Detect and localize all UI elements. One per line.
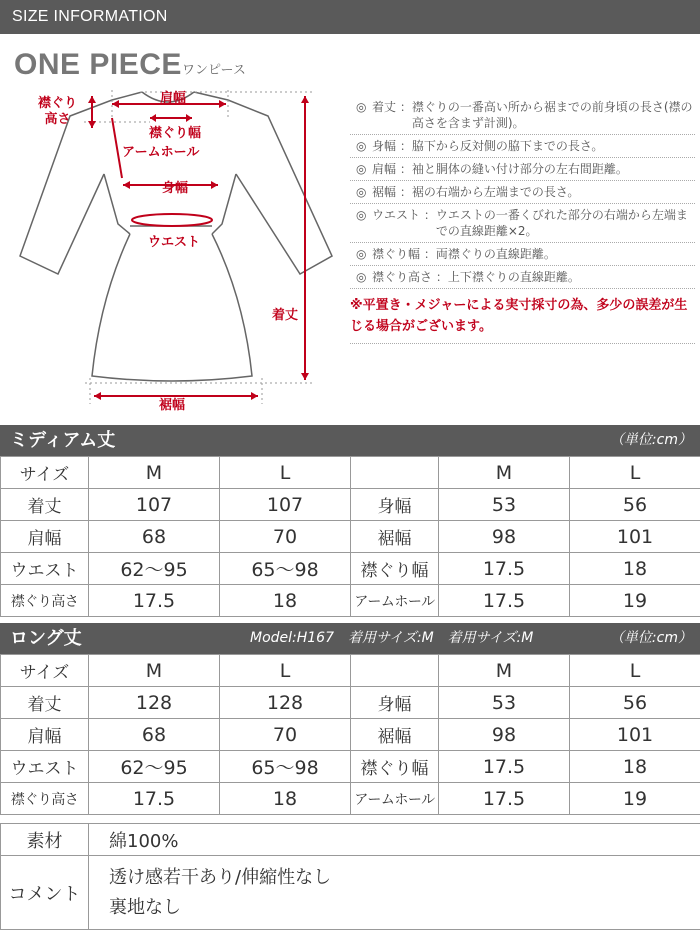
note-item: ◎ 身幅 ： 脇下から反対側の脇下までの長さ。 [350, 135, 695, 158]
section-header-long [0, 623, 700, 654]
comment-line: 透け感若干あり/伸縮性なし [109, 866, 332, 888]
note-item: ◎ ウエスト ： ウエストの一番くびれた部分の右端から左端までの直線距離×2。 [350, 204, 695, 243]
comment-value [89, 856, 700, 930]
label-collar-width: 襟ぐり幅 [149, 126, 202, 141]
unit-label: （単位:cm） [609, 432, 692, 448]
label-armhole: アームホール [122, 145, 200, 160]
table-row: サイズ M L M L [1, 655, 700, 687]
label-body-width: 身幅 [162, 181, 189, 196]
note-item: ◎ 着丈 ： 襟ぐりの一番高い所から裾までの前身頃の長さ(襟の高さを含まず計測)。 [350, 96, 695, 135]
note-item: ◎ 肩幅 ： 袖と胴体の縫い付け部分の左右間距離。 [350, 158, 695, 181]
table-row: 襟ぐり高さ 17.5 18 アームホール 17.5 19 [1, 585, 700, 617]
label-shoulder-width: 肩幅 [160, 91, 187, 106]
model-info: Model:H167 着用サイズ:M 着用サイズ:M [250, 630, 534, 646]
note-item: ◎ 襟ぐり幅 ： 両襟ぐりの直線距離。 [350, 243, 695, 266]
note-item: ◎ 襟ぐり高さ ： 上下襟ぐりの直線距離。 [350, 266, 695, 289]
size-table-medium [0, 456, 700, 617]
measurement-notes [350, 96, 695, 344]
table-row: 肩幅 68 70 裾幅 98 101 [1, 521, 700, 553]
section-title: ミディアム丈 [10, 430, 116, 451]
label-collar-height: 襟ぐり 高さ [38, 96, 78, 127]
material-value: 綿100% [89, 824, 700, 856]
label-waist: ウエスト [148, 235, 201, 250]
table-row [1, 824, 700, 856]
label-hem-width: 裾幅 [159, 398, 186, 413]
table-row: サイズ M L M L [1, 457, 700, 489]
table-row: 着丈 128 128 身幅 53 56 [1, 687, 700, 719]
table-row: 襟ぐり高さ 17.5 18 アームホール 17.5 19 [1, 783, 700, 815]
label-length: 着丈 [272, 308, 299, 323]
product-subtitle: ワンピース [182, 63, 246, 78]
measurement-diagram [0, 78, 345, 418]
section-title: ロング丈 [10, 628, 82, 649]
size-table-long [0, 654, 700, 815]
table-row: 肩幅 68 70 裾幅 98 101 [1, 719, 700, 751]
note-item: ◎ 裾幅 ： 裾の右端から左端までの長さ。 [350, 181, 695, 204]
product-info-table [0, 823, 700, 930]
table-row: ウエスト 62～95 65～98 襟ぐり幅 17.5 18 [1, 751, 700, 783]
header-title: SIZE INFORMATION [12, 8, 168, 25]
unit-label: （単位:cm） [609, 630, 692, 646]
measurement-warning: ※平置き・メジャーによる実寸採寸の為、多少の誤差が生じる場合がございます。 [350, 289, 695, 344]
table-row: 着丈 107 107 身幅 53 56 [1, 489, 700, 521]
table-row [1, 856, 700, 930]
product-title: ONE PIECE [14, 48, 182, 81]
material-label: 素材 [1, 824, 89, 856]
table-row: ウエスト 62～95 65～98 襟ぐり幅 17.5 18 [1, 553, 700, 585]
header-bar [0, 0, 700, 34]
comment-label: コメント [1, 856, 89, 930]
comment-line: 裏地なし [109, 896, 181, 918]
section-header-medium [0, 425, 700, 456]
